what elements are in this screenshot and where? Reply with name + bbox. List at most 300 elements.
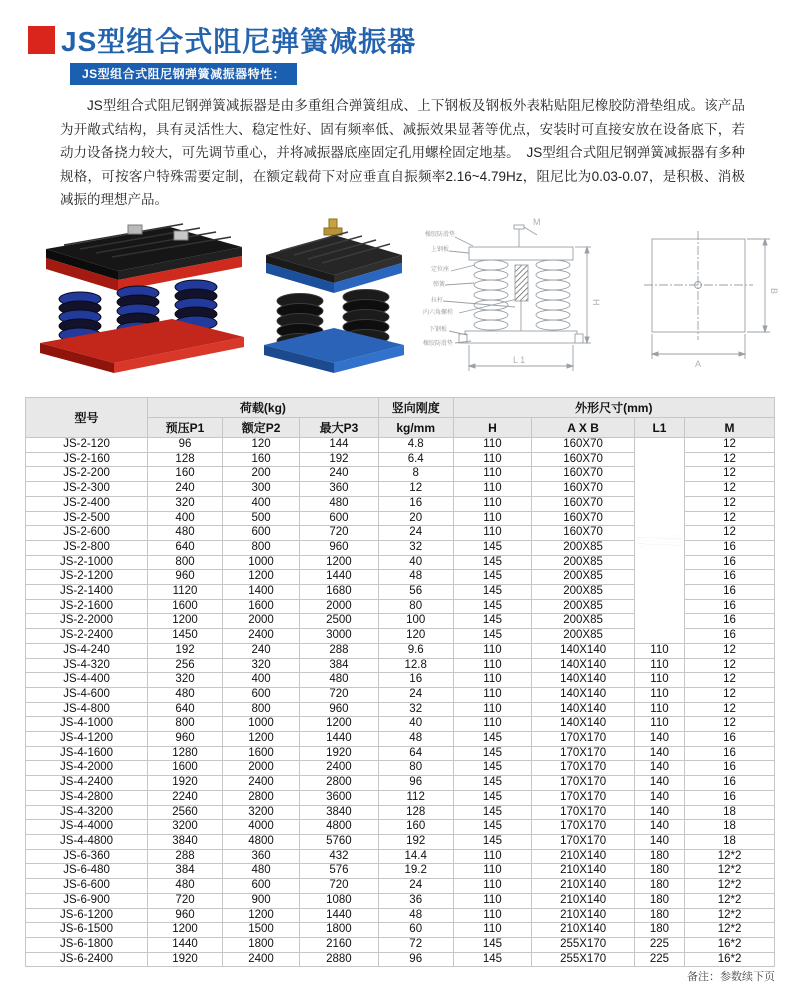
value-cell: 12: [685, 482, 775, 497]
part-label-rubber-pad-top: 橡胶防滑垫: [425, 232, 456, 238]
value-cell: 170X170: [532, 820, 635, 835]
value-cell: 480: [222, 864, 299, 879]
value-cell: 170X170: [532, 761, 635, 776]
value-cell: 100: [378, 614, 453, 629]
value-cell: 145: [453, 834, 532, 849]
spec-table-body: [26, 438, 775, 967]
dim-m-label: M: [533, 217, 541, 227]
model-cell: JS-4-4000: [26, 820, 148, 835]
value-cell: 200X85: [532, 555, 635, 570]
value-cell: 1600: [148, 599, 223, 614]
value-cell: 360: [222, 849, 299, 864]
value-cell: 200X85: [532, 585, 635, 600]
model-cell: JS-4-1000: [26, 717, 148, 732]
value-cell: 600: [222, 879, 299, 894]
value-cell: 16: [685, 732, 775, 747]
value-cell: 32: [378, 702, 453, 717]
value-cell: 12: [685, 687, 775, 702]
value-cell: 80: [378, 599, 453, 614]
model-cell: JS-2-120: [26, 438, 148, 453]
value-cell: 18: [685, 805, 775, 820]
value-cell: 16*2: [685, 952, 775, 967]
value-cell: 128: [148, 452, 223, 467]
value-cell: 160X70: [532, 438, 635, 453]
value-cell: 720: [300, 879, 379, 894]
value-cell: 180: [634, 879, 684, 894]
value-cell: 12: [685, 467, 775, 482]
value-cell: 300: [222, 482, 299, 497]
model-cell: JS-4-2800: [26, 790, 148, 805]
value-cell: 1440: [148, 937, 223, 952]
value-cell: 1200: [148, 614, 223, 629]
value-cell: 16*2: [685, 937, 775, 952]
value-cell: 1440: [300, 570, 379, 585]
value-cell: 1600: [222, 599, 299, 614]
value-cell: 640: [148, 540, 223, 555]
model-cell: JS-4-1600: [26, 746, 148, 761]
table-row: [26, 658, 775, 673]
model-cell: JS-2-300: [26, 482, 148, 497]
model-cell: JS-2-600: [26, 526, 148, 541]
value-cell: 160X70: [532, 496, 635, 511]
col-header-p2: 额定P2: [222, 418, 299, 438]
value-cell: 800: [222, 540, 299, 555]
value-cell: 12: [685, 511, 775, 526]
model-cell: JS-2-500: [26, 511, 148, 526]
value-cell: 112: [378, 790, 453, 805]
table-row: [26, 820, 775, 835]
value-cell: 170X170: [532, 790, 635, 805]
col-group-dimensions: 外形尺寸(mm): [453, 398, 774, 418]
table-row: [26, 643, 775, 658]
feature-banner: JS型组合式阻尼钢弹簧减振器特性：: [70, 63, 297, 85]
model-cell: JS-2-160: [26, 452, 148, 467]
value-cell: 140: [634, 776, 684, 791]
value-cell: 14.4: [378, 849, 453, 864]
value-cell: 96: [378, 776, 453, 791]
value-cell: 192: [300, 452, 379, 467]
model-cell: JS-6-900: [26, 893, 148, 908]
value-cell: 1920: [148, 776, 223, 791]
value-cell: 384: [300, 658, 379, 673]
table-row: [26, 879, 775, 894]
dim-b-label: B: [769, 288, 779, 295]
value-cell: 400: [222, 496, 299, 511]
value-cell: 16: [685, 555, 775, 570]
value-cell: 16: [685, 629, 775, 644]
value-cell: 120: [222, 438, 299, 453]
value-cell: 288: [148, 849, 223, 864]
table-row: [26, 746, 775, 761]
table-row: [26, 864, 775, 879]
value-cell: 3840: [300, 805, 379, 820]
table-row: [26, 805, 775, 820]
part-label-spring: 弹簧: [433, 282, 446, 288]
value-cell: 1200: [222, 570, 299, 585]
value-cell: 160: [148, 467, 223, 482]
part-label-lower-plate: 下钢板: [429, 327, 448, 333]
value-cell: 16: [685, 790, 775, 805]
model-cell: JS-4-800: [26, 702, 148, 717]
value-cell: 160X70: [532, 511, 635, 526]
value-cell: 210X140: [532, 849, 635, 864]
side-view-drawing: [415, 213, 615, 393]
value-cell: 640: [148, 702, 223, 717]
value-cell: 210X140: [532, 923, 635, 938]
value-cell: 145: [453, 614, 532, 629]
value-cell: 145: [453, 820, 532, 835]
value-cell: 200X85: [532, 614, 635, 629]
model-cell: JS-2-2000: [26, 614, 148, 629]
value-cell: 600: [300, 511, 379, 526]
value-cell: 210X140: [532, 879, 635, 894]
value-cell: 2240: [148, 790, 223, 805]
table-row: [26, 849, 775, 864]
value-cell: 145: [453, 952, 532, 967]
value-cell: 2000: [300, 599, 379, 614]
value-cell: 2800: [300, 776, 379, 791]
value-cell: 240: [222, 643, 299, 658]
value-cell: 110: [453, 511, 532, 526]
value-cell: 1920: [148, 952, 223, 967]
value-cell: 145: [453, 776, 532, 791]
value-cell: 16: [685, 599, 775, 614]
product-photo-blue-isolator: [258, 215, 410, 377]
value-cell: 20: [378, 511, 453, 526]
page-header: [28, 20, 416, 60]
value-cell: 2000: [222, 614, 299, 629]
value-cell: 1000: [222, 555, 299, 570]
value-cell: 36: [378, 893, 453, 908]
value-cell: 110: [453, 438, 532, 453]
value-cell: 145: [453, 937, 532, 952]
value-cell: 180: [634, 864, 684, 879]
value-cell: 12*2: [685, 879, 775, 894]
value-cell: 140X140: [532, 658, 635, 673]
value-cell: 720: [300, 687, 379, 702]
value-cell: 960: [148, 570, 223, 585]
col-header-m: M: [685, 418, 775, 438]
value-cell: 960: [300, 702, 379, 717]
value-cell: 9.6: [378, 643, 453, 658]
value-cell: 180: [634, 923, 684, 938]
model-cell: JS-2-1200: [26, 570, 148, 585]
value-cell: 2400: [222, 952, 299, 967]
value-cell: 3200: [148, 820, 223, 835]
value-cell: 12*2: [685, 908, 775, 923]
value-cell: 110: [453, 482, 532, 497]
value-cell: 160X70: [532, 526, 635, 541]
value-cell: 110: [634, 658, 684, 673]
col-header-axb: A X B: [532, 418, 635, 438]
value-cell: 60: [378, 923, 453, 938]
model-cell: JS-2-400: [26, 496, 148, 511]
value-cell: 145: [453, 805, 532, 820]
value-cell: 40: [378, 717, 453, 732]
value-cell: 145: [453, 570, 532, 585]
value-cell: 12*2: [685, 923, 775, 938]
value-cell: 72: [378, 937, 453, 952]
figures-row: [0, 205, 800, 397]
value-cell: 3200: [222, 805, 299, 820]
col-header-l1: L1: [634, 418, 684, 438]
table-row: [26, 761, 775, 776]
value-cell: 110: [453, 717, 532, 732]
value-cell: 24: [378, 526, 453, 541]
value-cell: 145: [453, 732, 532, 747]
value-cell: 360: [300, 482, 379, 497]
value-cell: 140: [634, 761, 684, 776]
model-cell: JS-2-800: [26, 540, 148, 555]
model-cell: JS-2-2400: [26, 629, 148, 644]
table-row: [26, 438, 775, 453]
value-cell: 110: [453, 496, 532, 511]
value-cell: 1440: [300, 908, 379, 923]
value-cell: 140X140: [532, 643, 635, 658]
value-cell: 110: [453, 908, 532, 923]
spec-table-head: [26, 398, 775, 438]
value-cell: 2400: [300, 761, 379, 776]
value-cell: 2500: [300, 614, 379, 629]
value-cell: 1600: [148, 761, 223, 776]
value-cell: 200: [222, 467, 299, 482]
value-cell: 960: [300, 540, 379, 555]
table-row: [26, 717, 775, 732]
value-cell: 600: [222, 687, 299, 702]
value-cell: 5760: [300, 834, 379, 849]
value-cell: 8: [378, 467, 453, 482]
value-cell: 1120: [148, 585, 223, 600]
part-label-positioning-seat: 定位座: [431, 267, 450, 273]
col-group-load: 荷载(kg): [148, 398, 379, 418]
value-cell: 12*2: [685, 849, 775, 864]
value-cell: 1200: [300, 555, 379, 570]
value-cell: 400: [222, 673, 299, 688]
value-cell: 170X170: [532, 746, 635, 761]
table-row: [26, 790, 775, 805]
value-cell: 800: [148, 555, 223, 570]
value-cell: 192: [378, 834, 453, 849]
value-cell: 16: [685, 540, 775, 555]
table-row: [26, 732, 775, 747]
table-row: [26, 673, 775, 688]
value-cell: 140X140: [532, 717, 635, 732]
table-row: [26, 893, 775, 908]
value-cell: 4800: [222, 834, 299, 849]
model-cell: JS-4-2000: [26, 761, 148, 776]
product-photo-red-isolator: [28, 211, 256, 383]
model-cell: JS-6-1500: [26, 923, 148, 938]
value-cell: 16: [378, 496, 453, 511]
dim-h-label: H: [591, 299, 601, 306]
model-cell: JS-4-240: [26, 643, 148, 658]
model-cell: JS-2-200: [26, 467, 148, 482]
value-cell: 160: [378, 820, 453, 835]
col-header-stiffness: 竖向刚度: [378, 398, 453, 418]
value-cell: 18: [685, 834, 775, 849]
value-cell: 1800: [300, 923, 379, 938]
value-cell: 180: [634, 849, 684, 864]
value-cell: 110: [634, 673, 684, 688]
value-cell: 800: [222, 702, 299, 717]
value-cell: 12: [685, 717, 775, 732]
value-cell: 320: [148, 673, 223, 688]
value-cell: 110: [634, 702, 684, 717]
value-cell: 600: [222, 526, 299, 541]
value-cell: 48: [378, 908, 453, 923]
value-cell: 12.8: [378, 658, 453, 673]
value-cell: 2400: [222, 776, 299, 791]
value-cell: 12*2: [685, 893, 775, 908]
model-cell: JS-2-1600: [26, 599, 148, 614]
value-cell: 4.8: [378, 438, 453, 453]
value-cell: 16: [685, 585, 775, 600]
value-cell: 480: [148, 526, 223, 541]
value-cell: 12: [378, 482, 453, 497]
spec-table: [25, 397, 775, 967]
value-cell: 145: [453, 746, 532, 761]
l1-not-applicable-cell: [634, 438, 684, 644]
model-cell: JS-6-360: [26, 849, 148, 864]
value-cell: 4000: [222, 820, 299, 835]
value-cell: 1920: [300, 746, 379, 761]
value-cell: 16: [685, 570, 775, 585]
value-cell: 160X70: [532, 467, 635, 482]
model-cell: JS-6-1200: [26, 908, 148, 923]
value-cell: 56: [378, 585, 453, 600]
value-cell: 110: [634, 687, 684, 702]
value-cell: 1280: [148, 746, 223, 761]
top-view-drawing: [640, 231, 790, 376]
value-cell: 180: [634, 908, 684, 923]
value-cell: 2160: [300, 937, 379, 952]
value-cell: 2880: [300, 952, 379, 967]
value-cell: 1440: [300, 732, 379, 747]
model-cell: JS-6-480: [26, 864, 148, 879]
red-square-icon: [28, 26, 55, 54]
value-cell: 48: [378, 732, 453, 747]
value-cell: 3840: [148, 834, 223, 849]
value-cell: 720: [300, 526, 379, 541]
value-cell: 140: [634, 732, 684, 747]
value-cell: 145: [453, 599, 532, 614]
value-cell: 110: [453, 864, 532, 879]
value-cell: 4800: [300, 820, 379, 835]
value-cell: 576: [300, 864, 379, 879]
value-cell: 110: [453, 643, 532, 658]
value-cell: 400: [148, 511, 223, 526]
value-cell: 16: [378, 673, 453, 688]
value-cell: 110: [453, 923, 532, 938]
value-cell: 12: [685, 496, 775, 511]
dim-l1-label: L 1: [513, 355, 526, 365]
col-header-p1: 预压P1: [148, 418, 223, 438]
page-title: JS型组合式阻尼弹簧减振器: [61, 26, 417, 57]
value-cell: 200X85: [532, 599, 635, 614]
value-cell: 16: [685, 776, 775, 791]
value-cell: 19.2: [378, 864, 453, 879]
value-cell: 320: [148, 496, 223, 511]
value-cell: 6.4: [378, 452, 453, 467]
value-cell: 200X85: [532, 540, 635, 555]
value-cell: 210X140: [532, 908, 635, 923]
value-cell: 384: [148, 864, 223, 879]
value-cell: 110: [634, 717, 684, 732]
table-row: [26, 908, 775, 923]
value-cell: 140X140: [532, 673, 635, 688]
value-cell: 12: [685, 438, 775, 453]
value-cell: 16: [685, 746, 775, 761]
value-cell: 110: [634, 643, 684, 658]
model-cell: JS-6-2400: [26, 952, 148, 967]
value-cell: 1500: [222, 923, 299, 938]
value-cell: 210X140: [532, 893, 635, 908]
value-cell: 1200: [222, 908, 299, 923]
value-cell: 140: [634, 790, 684, 805]
value-cell: 320: [222, 658, 299, 673]
value-cell: 64: [378, 746, 453, 761]
table-row: [26, 687, 775, 702]
value-cell: 1400: [222, 585, 299, 600]
value-cell: 145: [453, 761, 532, 776]
value-cell: 240: [300, 467, 379, 482]
value-cell: 145: [453, 629, 532, 644]
model-cell: JS-4-600: [26, 687, 148, 702]
value-cell: 140: [634, 805, 684, 820]
value-cell: 160X70: [532, 482, 635, 497]
value-cell: 110: [453, 673, 532, 688]
model-cell: JS-4-3200: [26, 805, 148, 820]
col-header-h: H: [453, 418, 532, 438]
value-cell: 12: [685, 673, 775, 688]
value-cell: 255X170: [532, 952, 635, 967]
value-cell: 12: [685, 526, 775, 541]
value-cell: 225: [634, 937, 684, 952]
value-cell: 170X170: [532, 834, 635, 849]
value-cell: 1680: [300, 585, 379, 600]
value-cell: 1800: [222, 937, 299, 952]
value-cell: 500: [222, 511, 299, 526]
model-cell: JS-2-1000: [26, 555, 148, 570]
value-cell: 40: [378, 555, 453, 570]
dim-a-label: A: [695, 359, 702, 369]
value-cell: 110: [453, 849, 532, 864]
value-cell: 145: [453, 555, 532, 570]
value-cell: 900: [222, 893, 299, 908]
value-cell: 12*2: [685, 864, 775, 879]
model-cell: JS-6-600: [26, 879, 148, 894]
value-cell: 18: [685, 820, 775, 835]
value-cell: 170X170: [532, 732, 635, 747]
value-cell: 110: [453, 452, 532, 467]
value-cell: 160: [222, 452, 299, 467]
value-cell: 145: [453, 585, 532, 600]
value-cell: 12: [685, 452, 775, 467]
model-cell: JS-4-2400: [26, 776, 148, 791]
value-cell: 1600: [222, 746, 299, 761]
value-cell: 140: [634, 820, 684, 835]
value-cell: 432: [300, 849, 379, 864]
table-note: 备注：参数续下页: [687, 971, 775, 983]
value-cell: 24: [378, 879, 453, 894]
table-row: [26, 834, 775, 849]
value-cell: 800: [148, 717, 223, 732]
value-cell: 192: [148, 643, 223, 658]
value-cell: 960: [148, 732, 223, 747]
value-cell: 145: [453, 790, 532, 805]
value-cell: 32: [378, 540, 453, 555]
col-header-model: 型号: [26, 398, 148, 438]
